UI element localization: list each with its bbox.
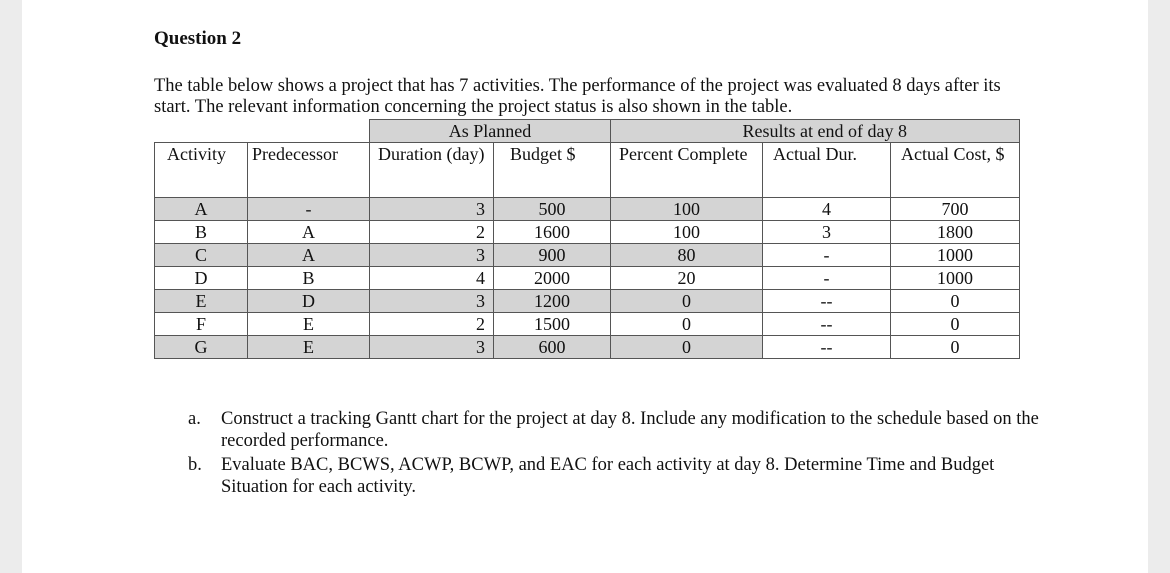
cell-duration: 3	[370, 198, 494, 221]
cell-predecessor: E	[248, 313, 370, 336]
project-table	[154, 119, 1020, 359]
cell-actual-cost: 0	[891, 313, 1020, 336]
cell-duration: 4	[370, 267, 494, 290]
cell-duration: 2	[370, 313, 494, 336]
cell-predecessor: A	[248, 244, 370, 267]
cell-duration: 3	[370, 290, 494, 313]
cell-budget: 500	[494, 198, 611, 221]
table-row	[155, 244, 1020, 267]
cell-actual-dur: 4	[763, 198, 891, 221]
cell-budget: 1500	[494, 313, 611, 336]
cell-activity: D	[155, 267, 248, 290]
intro-paragraph: The table below shows a project that has 7 activities. The performance of the project was evaluated 8 days after its start. The relevant information concerning the project status is also shown in the table.	[154, 76, 1001, 117]
cell-actual-dur: -	[763, 267, 891, 290]
cell-percent: 100	[611, 221, 763, 244]
question-heading: Question 2	[154, 28, 242, 49]
task-item	[188, 454, 1048, 498]
cell-actual-dur: --	[763, 336, 891, 359]
cell-predecessor: B	[248, 267, 370, 290]
cell-actual-dur: --	[763, 290, 891, 313]
header-activity: Activity	[155, 143, 248, 198]
cell-actual-cost: 700	[891, 198, 1020, 221]
task-label: b.	[188, 455, 202, 475]
cell-percent: 0	[611, 290, 763, 313]
task-text: Evaluate BAC, BCWS, ACWP, BCWP, and EAC for each activity at day 8. Determine Time and Budget Situation for each activity.	[221, 455, 995, 497]
cell-predecessor: -	[248, 198, 370, 221]
cell-activity: A	[155, 198, 248, 221]
cell-actual-dur: 3	[763, 221, 891, 244]
header-budget: Budget $	[494, 143, 611, 198]
group-as-planned: As Planned	[370, 120, 611, 143]
cell-activity: F	[155, 313, 248, 336]
group-results: Results at end of day 8	[611, 120, 1020, 143]
cell-percent: 100	[611, 198, 763, 221]
header-predecessor: Predecessor	[248, 143, 370, 198]
cell-budget: 1200	[494, 290, 611, 313]
table-row	[155, 267, 1020, 290]
cell-budget: 2000	[494, 267, 611, 290]
header-percent-complete: Percent Complete	[611, 143, 763, 198]
cell-budget: 1600	[494, 221, 611, 244]
task-list	[188, 408, 1048, 500]
cell-budget: 900	[494, 244, 611, 267]
table-row	[155, 313, 1020, 336]
cell-actual-cost: 1000	[891, 267, 1020, 290]
header-duration: Duration (day)	[370, 143, 494, 198]
cell-predecessor: D	[248, 290, 370, 313]
cell-actual-cost: 0	[891, 336, 1020, 359]
cell-actual-dur: --	[763, 313, 891, 336]
cell-predecessor: E	[248, 336, 370, 359]
task-label: a.	[188, 409, 201, 429]
table-row	[155, 198, 1020, 221]
document-page	[22, 0, 1148, 573]
table-row	[155, 290, 1020, 313]
cell-activity: E	[155, 290, 248, 313]
cell-activity: C	[155, 244, 248, 267]
cell-duration: 2	[370, 221, 494, 244]
cell-percent: 0	[611, 313, 763, 336]
header-actual-duration: Actual Dur.	[763, 143, 891, 198]
header-actual-cost: Actual Cost, $	[891, 143, 1020, 198]
task-text: Construct a tracking Gantt chart for the project at day 8. Include any modification to the schedule based on the recorded performance.	[221, 409, 1039, 451]
cell-actual-dur: -	[763, 244, 891, 267]
cell-percent: 0	[611, 336, 763, 359]
cell-budget: 600	[494, 336, 611, 359]
cell-duration: 3	[370, 244, 494, 267]
cell-actual-cost: 0	[891, 290, 1020, 313]
cell-activity: G	[155, 336, 248, 359]
cell-duration: 3	[370, 336, 494, 359]
task-item	[188, 408, 1048, 452]
cell-activity: B	[155, 221, 248, 244]
table-row	[155, 336, 1020, 359]
table-row	[155, 221, 1020, 244]
cell-actual-cost: 1000	[891, 244, 1020, 267]
cell-percent: 80	[611, 244, 763, 267]
cell-percent: 20	[611, 267, 763, 290]
cell-predecessor: A	[248, 221, 370, 244]
cell-actual-cost: 1800	[891, 221, 1020, 244]
